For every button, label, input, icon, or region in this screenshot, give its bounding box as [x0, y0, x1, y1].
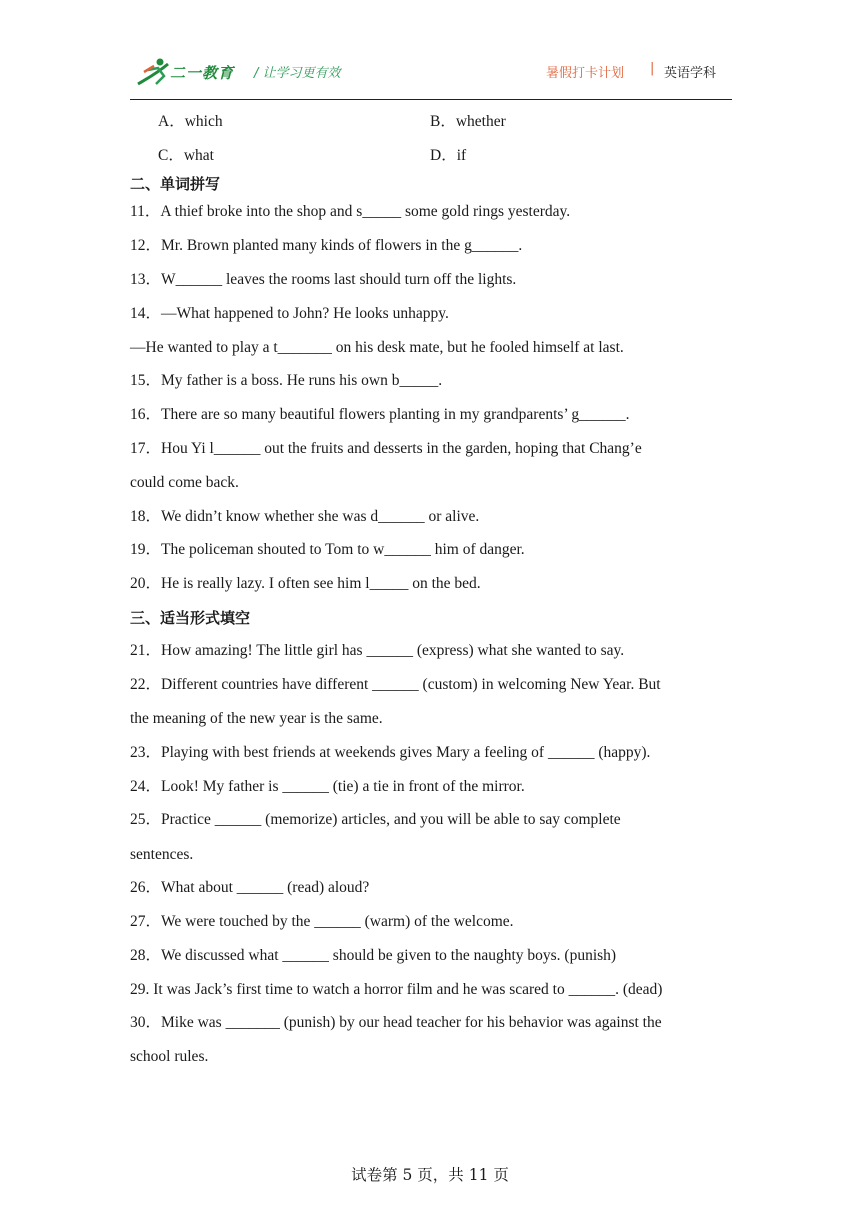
question-line: —He wanted to play a t_______ on his desk mate, but he fooled himself at last. — [130, 339, 624, 356]
option-a: A．which — [158, 113, 223, 130]
question-line: 30．Mike was _______ (punish) by our head teacher for his behavior was against the — [130, 1014, 662, 1031]
question-line: 25．Practice ______ (memorize) articles, and you will be able to say complete — [130, 811, 621, 828]
question-line: 13．W______ leaves the rooms last should turn off the lights. — [130, 271, 517, 288]
question-line: 22．Different countries have different ______ (custom) in welcoming New Year. But — [130, 676, 661, 693]
question-line: 21．How amazing! The little girl has ______ (express) what she wanted to say. — [130, 642, 625, 659]
question-line: 14．—What happened to John? He looks unhappy. — [130, 305, 449, 322]
section-heading-spelling: 二、单词拼写 — [130, 175, 221, 193]
question-line: 28．We discussed what ______ should be given to the naughty boys. (punish) — [130, 947, 617, 964]
slogan: / 让学习更有效 — [254, 66, 341, 81]
question-line: 19．The policeman shouted to Tom to w______ him of danger. — [130, 541, 525, 558]
option-d: D．if — [430, 147, 467, 164]
question-line: 23．Playing with best friends at weekends gives Mary a feeling of ______ (happy). — [130, 744, 651, 761]
question-line: 11．A thief broke into the shop and s_____ some gold rings yesterday. — [130, 203, 571, 220]
question-line: 27．We were touched by the ______ (warm) of the welcome. — [130, 913, 514, 930]
logo-text: 二一教育 — [170, 64, 235, 82]
question-line: sentences. — [130, 846, 194, 863]
question-line: 12．Mr. Brown planted many kinds of flowers in the g______. — [130, 237, 523, 254]
question-line: 26．What about ______ (read) aloud? — [130, 879, 370, 896]
plan-label: 暑假打卡计划 — [546, 66, 625, 81]
question-line: 29. It was Jack’s first time to watch a horror film and he was scared to ______. (dead) — [130, 981, 663, 998]
subject-label: 英语学科 — [664, 66, 717, 81]
question-line: 20．He is really lazy. I often see him l_____ on the bed. — [130, 575, 481, 592]
question-line: the meaning of the new year is the same. — [130, 710, 383, 727]
option-b: B．whether — [430, 113, 506, 130]
question-line: 24．Look! My father is ______ (tie) a tie in front of the mirror. — [130, 778, 525, 795]
question-line: 16．There are so many beautiful flowers planting in my grandparents’ g______. — [130, 406, 630, 423]
question-line: 17．Hou Yi l______ out the fruits and desserts in the garden, hoping that Chang’e — [130, 440, 642, 457]
option-c: C．what — [158, 147, 214, 164]
question-line: 18．We didn’t know whether she was d______ or alive. — [130, 508, 480, 525]
question-line: 15．My father is a boss. He runs his own b_____. — [130, 372, 443, 389]
page-header — [130, 54, 732, 100]
section-heading-fill: 三、适当形式填空 — [130, 609, 251, 627]
question-line: could come back. — [130, 474, 239, 491]
question-line: school rules. — [130, 1048, 209, 1065]
header-separator: | — [650, 61, 655, 76]
page-footer: 试卷第 5 页，共 11 页 — [351, 1166, 509, 1184]
